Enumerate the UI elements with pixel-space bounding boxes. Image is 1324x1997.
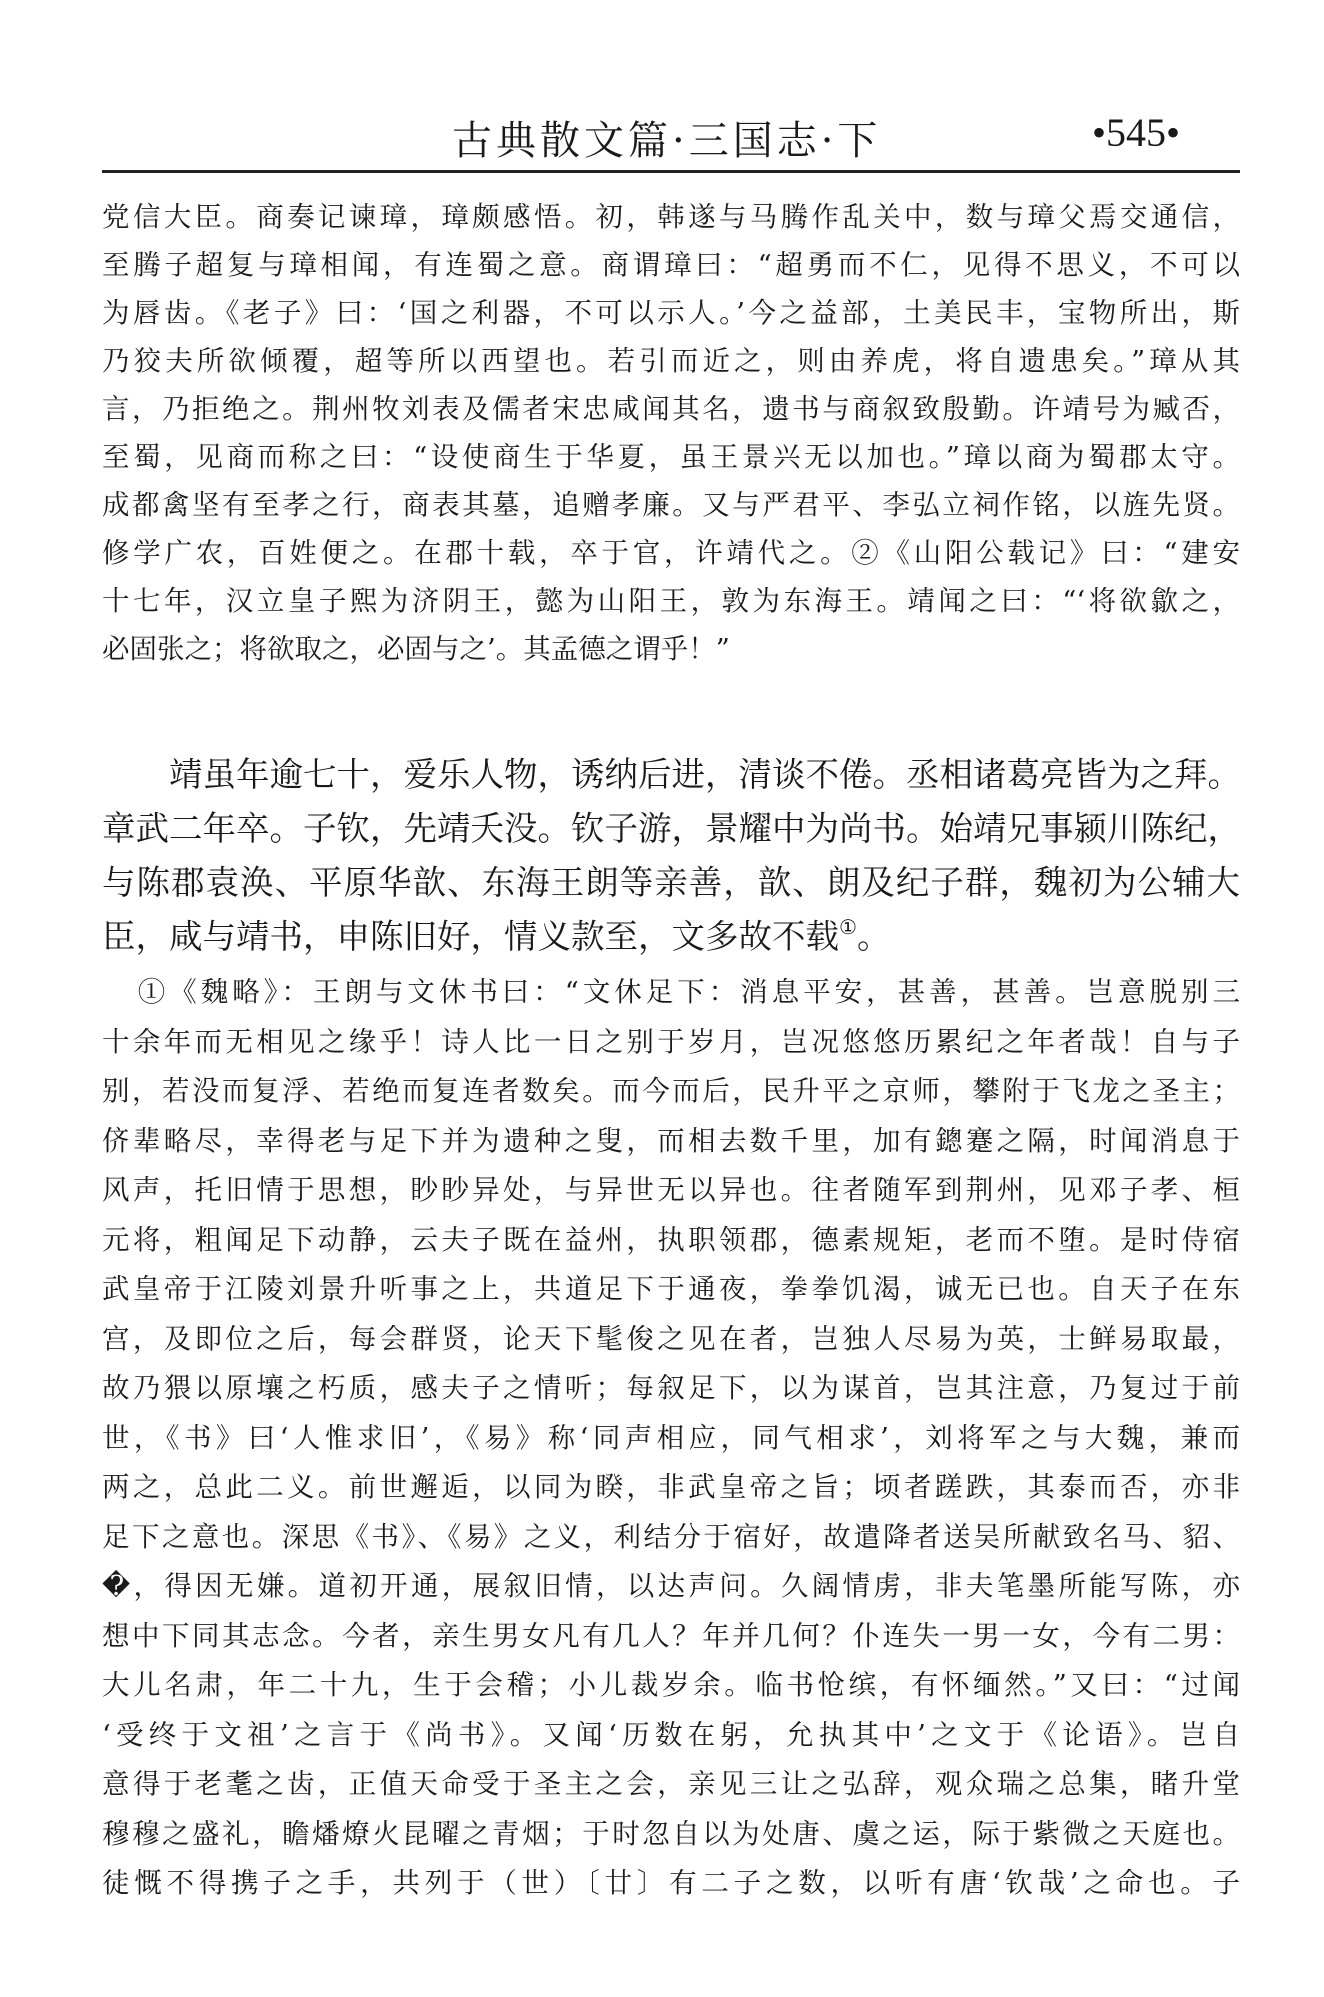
main-text bbox=[102, 748, 1240, 964]
annotation-line: ①《魏略》：王朗与文休书曰：“文休足下：消息平安，甚善，甚善。岂意脱别三 bbox=[137, 976, 1240, 1008]
header-title: 古典散文篇·三国志·下 bbox=[452, 118, 882, 164]
annotation-line: 十余年而无相见之缘乎！诗人比一日之别于岁月，岂况悠悠历累纪之年者哉！自与子 bbox=[102, 1025, 1240, 1058]
annotation-line: 世，《书》曰‘人惟求旧’，《易》称‘同声相应，同气相求’，刘将军之与大魏，兼而 bbox=[102, 1421, 1240, 1454]
annotation-line: 必固张之；将欲取之，必固与之’。其孟德之谓乎！” bbox=[102, 633, 730, 665]
main-text-line: 靖虽年逾七十，爱乐人物，诱纳后进，清谈不倦。丞相诸葛亮皆为之拜。 bbox=[169, 755, 1241, 794]
main-text-line: 臣，咸与靖书，申陈旧好，情义款至，文多故不载 bbox=[102, 917, 839, 956]
page-number: •545• bbox=[1091, 110, 1180, 155]
annotation-line: 十七年，汉立皇子熙为济阴王，懿为山阳王，敦为东海王。靖闻之曰：“‘将欲歙之， bbox=[102, 585, 1240, 617]
annotation-line: 足下之意也。深思《书》、《易》之义，利结分于宿好，故遣降者送吴所献致名马、貂、 bbox=[102, 1520, 1240, 1553]
annotation-line: 元将，粗闻足下动静，云夫子既在益州，执职领郡，德素规矩，老而不堕。是时侍宿 bbox=[102, 1223, 1240, 1256]
annotation-line: 党信大臣。商奏记谏璋，璋颇感悟。初，韩遂与马腾作乱关中，数与璋父焉交通信， bbox=[102, 201, 1240, 233]
main-text-end: 。 bbox=[857, 917, 891, 956]
main-text-line: 与陈郡袁涣、平原华歆、东海王朗等亲善，歆、朗及纪子群，魏初为公辅大 bbox=[102, 863, 1240, 902]
annotation-line: 成都禽坚有至孝之行，商表其墓，追赠孝廉。又与严君平、李弘立祠作铭，以旌先贤。 bbox=[102, 489, 1240, 521]
annotation-block-top bbox=[102, 193, 1240, 673]
annotation-line: 意得于老耄之齿，正值天命受于圣主之会，亲见三让之弘辞，观众瑞之总集，睹升堂 bbox=[102, 1768, 1240, 1800]
annotation-line: 别，若没而复浮、若绝而复连者数矣。而今而后，民升平之京师，攀附于飞龙之圣主； bbox=[102, 1075, 1240, 1107]
main-text-line: 章武二年卒。子钦，先靖夭没。钦子游，景耀中为尚书。始靖兄事颍川陈纪， bbox=[102, 809, 1241, 848]
main-text-line-last bbox=[102, 910, 1240, 964]
header-rule bbox=[102, 170, 1240, 173]
annotation-line: 为唇齿。《老子》曰：‘国之利器，不可以示人。’今之益部，土美民丰，宝物所出，斯 bbox=[102, 297, 1240, 329]
annotation-line: 乃狡夫所欲倾覆，超等所以西望也。若引而近之，则由养虎，将自遗患矣。”璋从其 bbox=[102, 345, 1240, 377]
annotation-block-bottom bbox=[102, 968, 1240, 1909]
annotation-line: 故乃猥以原壤之朽质，感夫子之情听；每叙足下，以为谋首，岂其注意，乃复过于前 bbox=[102, 1372, 1240, 1404]
annotation-line: 徒慨不得携子之手，共列于（世）〔廿〕有二子之数，以听有唐‘钦哉’之命也。子 bbox=[102, 1867, 1240, 1899]
annotation-line: 侪辈略尽，幸得老与足下并为遗种之叟，而相去数千里，加有鏓蹇之隔，时闻消息于 bbox=[102, 1124, 1240, 1157]
annotation-line: 言，乃拒绝之。荆州牧刘表及儒者宋忠咸闻其名，遗书与商叙致殷勤。许靖号为臧否， bbox=[102, 393, 1240, 425]
running-header bbox=[102, 105, 1240, 165]
annotation-line: 两之，总此二义。前世邂逅，以同为睽，非武皇帝之旨；顷者蹉跌，其泰而否，亦非 bbox=[102, 1471, 1240, 1503]
annotation-line: 至腾子超复与璋相闻，有连蜀之意。商谓璋曰：“超勇而不仁，见得不思义，不可以 bbox=[102, 249, 1240, 281]
annotation-line: 宫，及即位之后，每会群贤，论天下髦俊之见在者，岂独人尽易为英，士鲜易取最， bbox=[102, 1322, 1240, 1355]
annotation-line: 大儿名肃，年二十九，生于会稽；小儿裁岁余。临书怆缤，有怀缅然。”又曰：“过闻 bbox=[102, 1669, 1240, 1701]
annotation-line: 武皇帝于江陵刘景升听事之上，共道足下于通夜，拳拳饥渴，诚无已也。自天子在东 bbox=[102, 1273, 1240, 1305]
annotation-line: 至蜀，见商而称之曰：“设使商生于华夏，虽王景兴无以加也。”璋以商为蜀郡太守。 bbox=[102, 441, 1240, 473]
annotation-line: ‘受终于文祖’之言于《尚书》。又闻‘历数在躬，允执其中’之文于《论语》。岂自 bbox=[102, 1718, 1240, 1751]
annotation-line: 想中下同其志念。今者，亲生男女凡有几人？年并几何？仆连失一男一女，今有二男： bbox=[102, 1619, 1240, 1652]
footnote-marker: ① bbox=[839, 914, 858, 939]
annotation-line: 修学广农，百姓便之。在郡十载，卒于官，许靖代之。②《山阳公载记》曰：“建安 bbox=[102, 537, 1240, 569]
annotation-line: 穆穆之盛礼，瞻燔燎火昆曜之青烟；于时忽自以为处唐、虞之运，际于紫微之天庭也。 bbox=[102, 1817, 1240, 1850]
annotation-line: 风声，托旧情于思想，眇眇异处，与异世无以异也。往者随军到荆州，见邓子孝、桓 bbox=[102, 1174, 1240, 1206]
annotation-line: �，得因无嫌。道初开通，展叙旧情，以达声问。久阔情虏，非夫笔墨所能写陈，亦 bbox=[102, 1570, 1240, 1602]
